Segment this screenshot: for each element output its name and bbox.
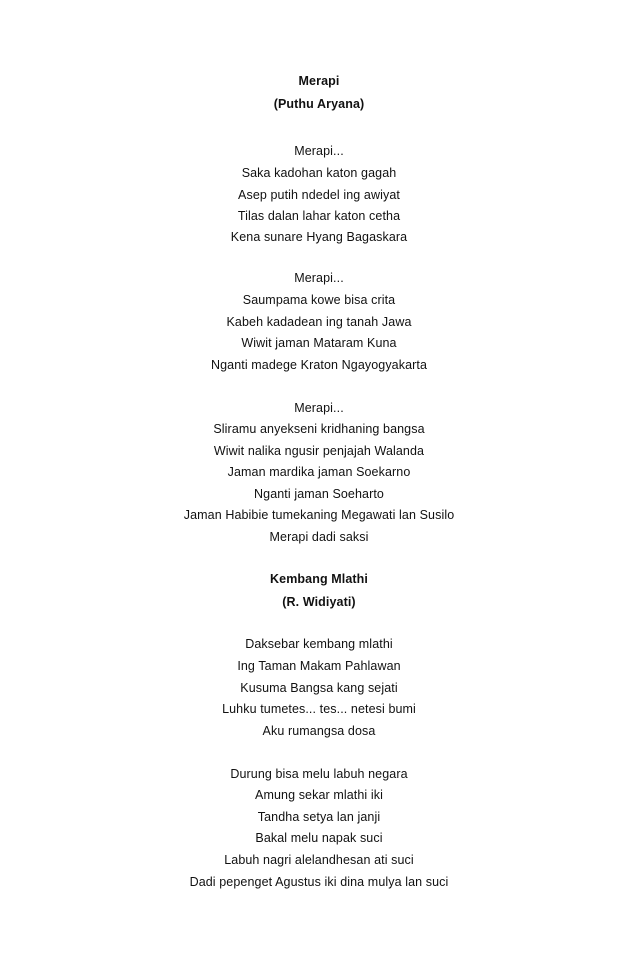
poem-line: Dadi pepenget Agustus iki dina mulya lan suci: [189, 875, 449, 889]
poem-line: Durung bisa melu labuh negara: [230, 767, 408, 781]
poem-line: Merapi...: [294, 401, 344, 415]
poem-line: Kena sunare Hyang Bagaskara: [230, 230, 408, 244]
poem-line: Nganti jaman Soeharto: [254, 487, 384, 501]
poem-line: Saka kadohan katon gagah: [241, 166, 397, 180]
poem-line: Merapi dadi saksi: [269, 530, 369, 544]
poem-author-puthu-aryana: (Puthu Aryana): [273, 97, 365, 111]
poem-line: Asep putih ndedel ing awiyat: [238, 188, 400, 202]
poem-title-merapi: Merapi: [298, 74, 340, 88]
poem-line: Kabeh kadadean ing tanah Jawa: [226, 315, 412, 329]
poem-line: Wiwit jaman Mataram Kuna: [241, 336, 397, 350]
poem-line: Kusuma Bangsa kang sejati: [240, 681, 398, 695]
poem-line: Merapi...: [294, 144, 344, 158]
poem-line: Tilas dalan lahar katon cetha: [237, 209, 401, 223]
poem-line: Luhku tumetes... tes... netesi bumi: [222, 702, 416, 716]
poem-line: Aku rumangsa dosa: [262, 724, 376, 738]
poem-line: Bakal melu napak suci: [255, 831, 383, 845]
poem-line: Sliramu anyekseni kridhaning bangsa: [213, 422, 425, 436]
poem-line: Amung sekar mlathi iki: [255, 788, 383, 802]
poem-line: Merapi...: [294, 271, 344, 285]
poem-line: Wiwit nalika ngusir penjajah Walanda: [213, 444, 425, 458]
poem-title-kembang-mlathi: Kembang Mlathi: [270, 572, 368, 586]
poem-line: Nganti madege Kraton Ngayogyakarta: [210, 358, 428, 372]
poem-line: Saumpama kowe bisa crita: [242, 293, 396, 307]
poem-line: Tandha setya lan janji: [257, 810, 381, 824]
poem-line: Daksebar kembang mlathi: [245, 637, 393, 651]
poem-line: Labuh nagri alelandhesan ati suci: [224, 853, 414, 867]
poem-line: Ing Taman Makam Pahlawan: [237, 659, 401, 673]
poem-author-r-widiyati: (R. Widiyati): [282, 595, 356, 609]
poem-line: Jaman mardika jaman Soekarno: [227, 465, 411, 479]
poem-line: Jaman Habibie tumekaning Megawati lan Susilo: [183, 508, 455, 522]
